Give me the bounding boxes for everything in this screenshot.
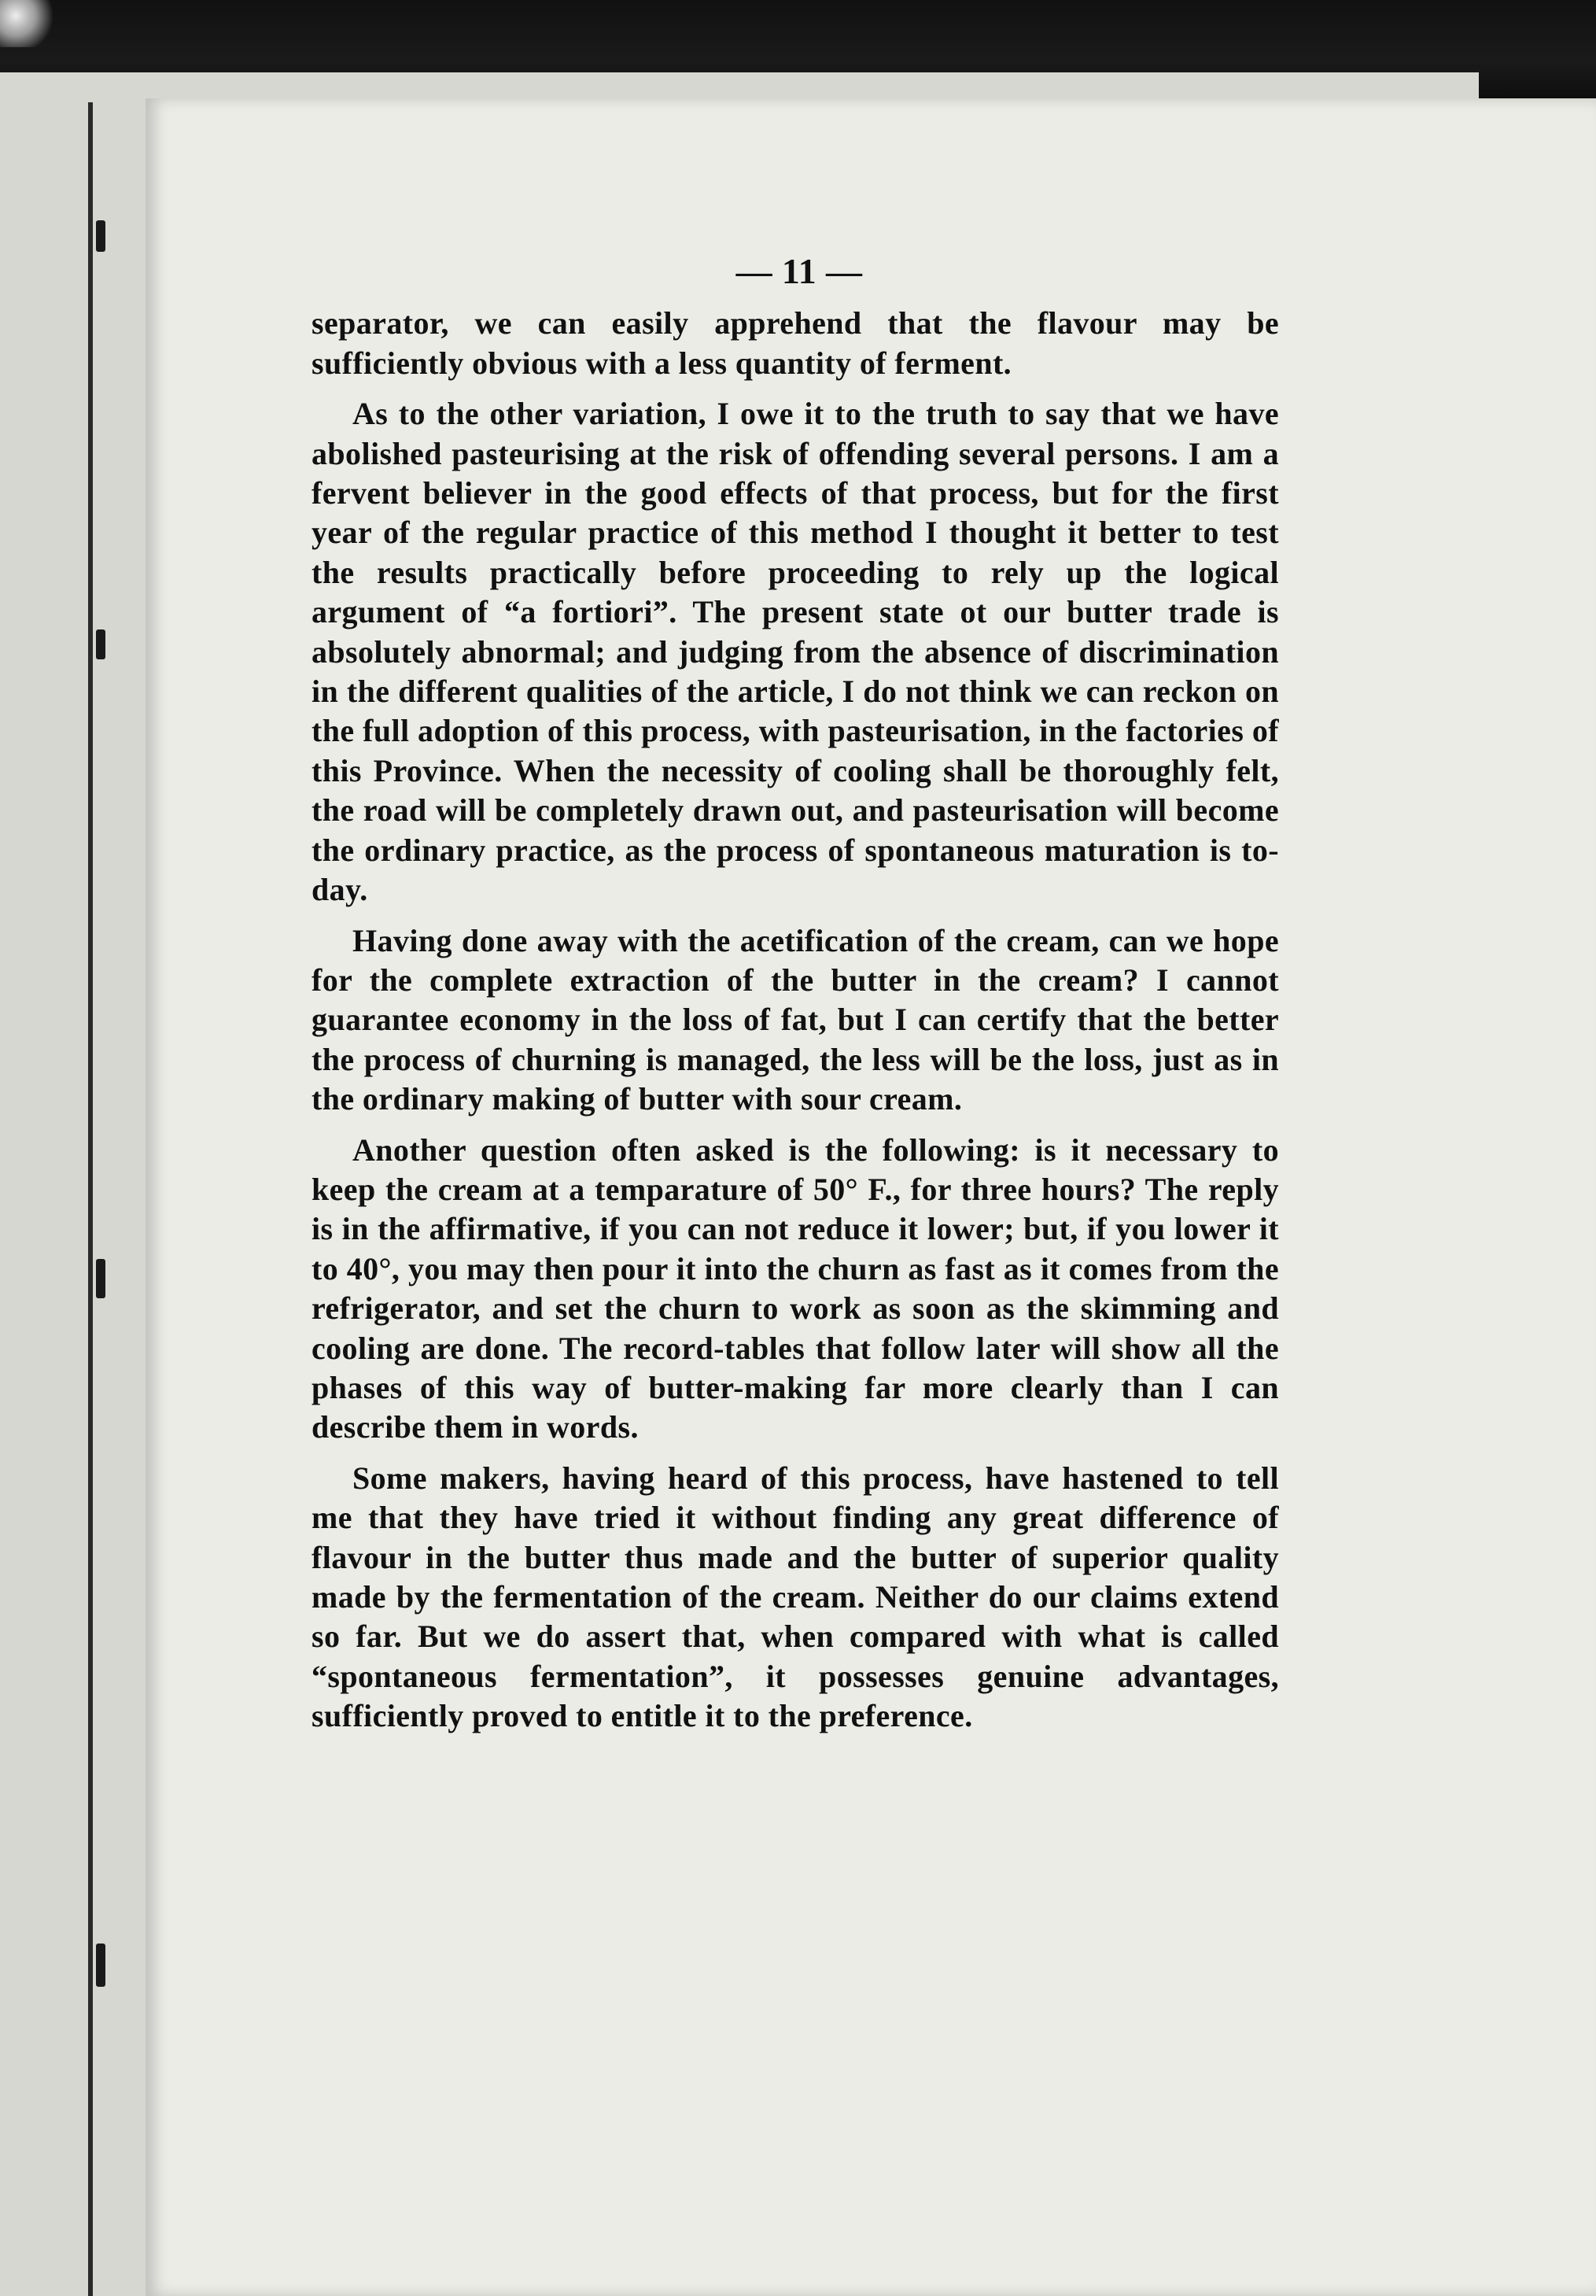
- paragraph-1: separator, we can easily apprehend that the flavour may be sufficiently obvious with a less quantity of ferment.: [311, 305, 1279, 381]
- paragraph-2: As to the other variation, I owe it to the truth to say that we have abolished pasteurising at the risk of offending several persons. I am a fervent believer in the good effects of that process, but for the first year of the regular practice of this method I thought it better to test the results practically before proceeding to rely up the logical argument of “a fortiori”. The present state ot our butter trade is absolutely abnormal; and judging from the absence of discrimination in the different qualities of the article, I do not think we can reckon on the full adoption of this process, with pasteurisation, in the factories of this Province. When the necessity of cooling shall be thoroughly felt, the road will be completely drawn out, and pasteurisation will become the ordinary practice, as the process of spontaneous maturation is to-day.: [311, 396, 1279, 908]
- page-number: — 11 —: [735, 251, 863, 291]
- page-text: [311, 252, 1279, 1748]
- binding-mark-1: [96, 220, 105, 252]
- binding-mark-4: [96, 1943, 105, 1987]
- binding-edge: [88, 102, 93, 2296]
- paragraph-5: Some makers, having heard of this process, have hastened to tell me that they have tried it without finding any great difference of flavour in the butter thus made and the butter of superior quality made by the fermentation of the cream. Neither do our claims extend so far. But we do assert that, when compared with what is called “spontaneous fermentation”, it possesses genuine advantages, sufficiently proved to entitle it to the preference.: [311, 1460, 1279, 1734]
- binding-mark-2: [96, 629, 105, 659]
- paragraph-4: Another question often asked is the following: is it necessary to keep the cream at a temparature of 50° F., for three hours? The reply is in the affirmative, if you can not reduce it lower; but, if you lower it to 40°, you may then pour it into the churn as fast as it comes from the refrigerator, and set the churn to work as soon as the skimming and cooling are done. The record-tables that follow later will show all the phases of this way of butter-making far more clearly than I can describe them in words.: [311, 1131, 1279, 1445]
- binding-mark-3: [96, 1259, 105, 1298]
- film-glare: [0, 0, 55, 47]
- paragraph-3: Having done away with the acetification of the cream, can we hope for the complete extraction of the butter in the cream? I cannot guarantee economy in the loss of fat, but I can certify that the better the process of churning is managed, the less will be the loss, just as in the ordinary making of butter with sour cream.: [311, 922, 1279, 1117]
